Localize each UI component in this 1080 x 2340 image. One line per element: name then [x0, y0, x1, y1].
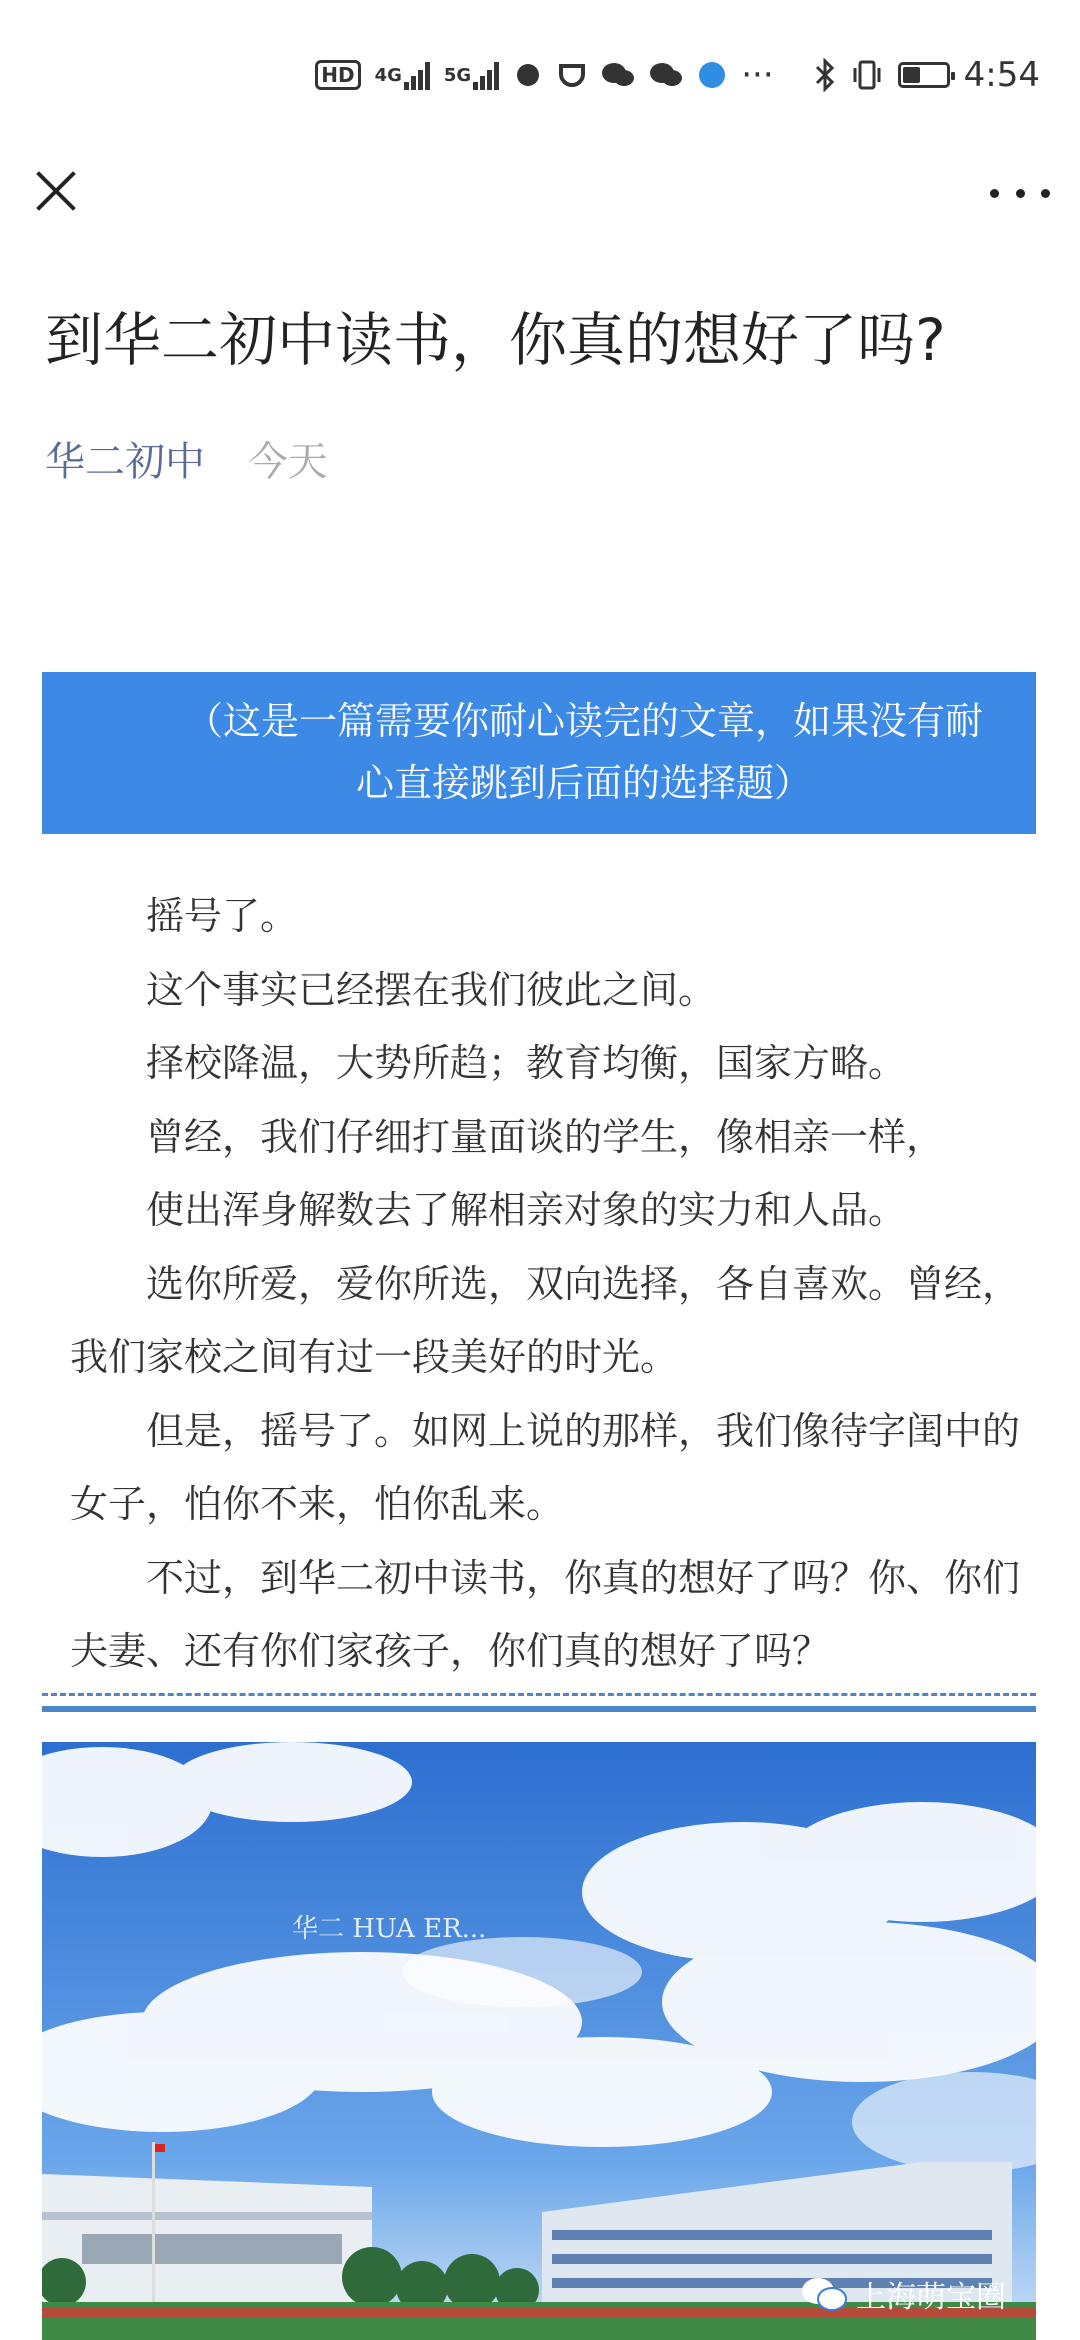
paragraph: 使出浑身解数去了解相亲对象的实力和人品。: [146, 1188, 907, 1232]
shield-notification-icon: [557, 60, 587, 90]
paragraph: 这个事实已经摆在我们彼此之间。: [146, 967, 717, 1012]
wechat-notification-icon: [649, 60, 683, 90]
status-bar: [0, 0, 1080, 150]
network-label: 4G: [374, 64, 402, 86]
paragraph: 选你所爱，爱你所选，双向选择，各自喜欢。曾经，我们家校之间有过一段美好的时光。: [70, 1261, 1021, 1379]
article-title: 到华二初中读书，你真的想好了吗?: [45, 306, 946, 374]
app-notification-icon: [513, 60, 543, 90]
more-notifications-icon: ···: [741, 55, 774, 95]
article-body: [70, 880, 1020, 1689]
bluetooth-icon: [814, 58, 836, 92]
photo-overlay-text: 华二 HUA ER...: [292, 1914, 487, 1944]
paragraph: 曾经，我们仔细打量面谈的学生，像相亲一样，: [146, 1114, 945, 1159]
vibrate-icon: [850, 58, 884, 92]
author-link[interactable]: 华二初中: [45, 439, 205, 485]
publish-date: 今天: [247, 439, 328, 485]
paragraph: 但是，摇号了。如网上说的那样，我们像待字闺中的女子，怕你不来，怕你乱来。: [70, 1408, 1021, 1526]
signal-5g-icon: [444, 60, 499, 90]
paragraph: 摇号了。: [146, 894, 299, 938]
article-meta: [45, 430, 328, 487]
battery-icon: [898, 62, 950, 88]
watermark: [800, 2272, 1006, 2316]
hd-icon: HD: [315, 60, 360, 90]
section-divider: [42, 1693, 1036, 1712]
more-options-icon[interactable]: [990, 178, 1050, 208]
network-label: 5G: [443, 64, 472, 86]
close-icon[interactable]: [30, 165, 80, 215]
paragraph: 不过，到华二初中读书，你真的想好了吗？你、你们夫妻、还有你们家孩子，你们真的想好了吗？: [70, 1555, 1021, 1673]
paragraph: 择校降温，大势所趋；教育均衡，国家方略。: [146, 1041, 907, 1085]
signal-4g-icon: [375, 60, 430, 90]
browser-notification-icon: [697, 60, 727, 90]
clock: 4:54: [963, 55, 1040, 95]
watermark-text: 上海萌宝圈: [856, 2280, 1006, 2315]
wechat-notification-icon: [601, 60, 635, 90]
wechat-logo-icon: [800, 2274, 848, 2314]
campus-photo[interactable]: [42, 1742, 1036, 2340]
intro-banner: （这是一篇需要你耐心读完的文章，如果没有耐心直接跳到后面的选择题）: [42, 672, 1036, 834]
